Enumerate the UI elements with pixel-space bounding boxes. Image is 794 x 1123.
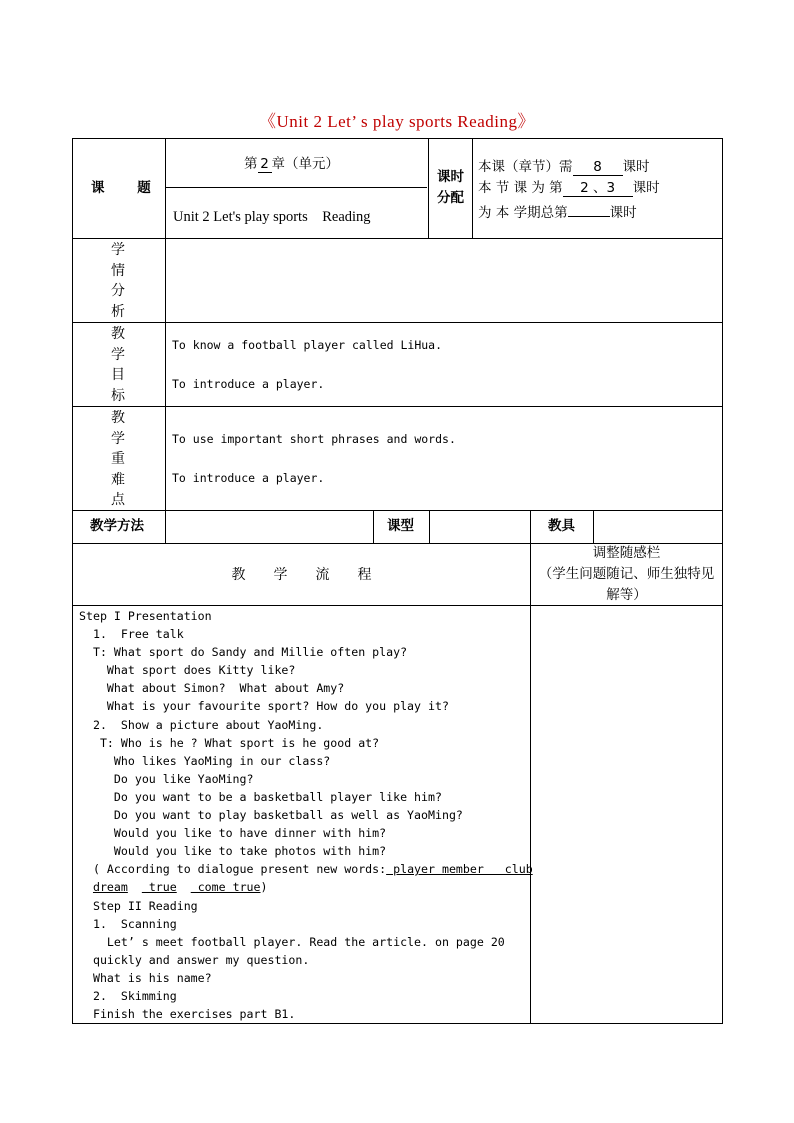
key-points-label: 教 学 重 难 点 xyxy=(111,410,125,508)
period-label: 分配 xyxy=(437,190,464,206)
divider xyxy=(73,322,722,323)
divider xyxy=(165,187,427,188)
process-line: T: What sport do Sandy and Millie often play? xyxy=(79,645,408,660)
divider xyxy=(593,510,594,543)
process-line: Step II Reading xyxy=(79,898,198,913)
notes-header: 解等） xyxy=(606,587,647,603)
teaching-aids-label: 教具 xyxy=(548,518,575,534)
divider xyxy=(373,510,374,543)
process-line: Would you like to take photos with him? xyxy=(79,844,387,859)
notes-header: 调整随感栏 xyxy=(592,545,661,561)
divider xyxy=(73,238,722,239)
process-line: Let’ s meet football player. Read the article. on page 20 xyxy=(79,934,505,949)
notes-header: （学生问题随记、师生独特见 xyxy=(538,566,715,582)
process-line: Who likes YaoMing in our class? xyxy=(79,753,331,768)
divider xyxy=(530,510,531,543)
total-periods-line: 本课（章节）需 8 课时 xyxy=(478,159,650,175)
process-line: 1. Free talk xyxy=(79,627,184,642)
document-title: 《Unit 2 Let’ s play sports Reading》 xyxy=(259,112,535,131)
current-periods-line: 本 节 课 为 第 2 、3 课时 xyxy=(478,180,660,196)
key-point-line: To introduce a player. xyxy=(172,471,325,485)
process-line: 2. Show a picture about YaoMing. xyxy=(79,717,324,732)
process-content xyxy=(79,607,533,1023)
process-line: Step I Presentation xyxy=(79,609,212,623)
chapter-line: 第 2 章（单元） xyxy=(244,156,339,172)
divider xyxy=(530,543,531,1024)
process-line: Do you want to play basketball as well as YaoMing? xyxy=(79,808,463,823)
process-line: dream true come true) xyxy=(92,880,268,895)
divider xyxy=(429,510,430,543)
objective-line: To know a football player called LiHua. xyxy=(172,338,443,352)
divider xyxy=(73,605,722,606)
unit-title: Unit 2 Let's play sports Reading xyxy=(173,209,371,225)
method-label: 教学方法 xyxy=(90,518,144,534)
process-line: Do you like YaoMing? xyxy=(79,771,254,786)
process-line: Would you like to have dinner with him? xyxy=(79,826,387,841)
divider xyxy=(428,139,429,238)
divider xyxy=(73,543,722,544)
objectives-label: 教 学 目 标 xyxy=(111,326,125,404)
divider xyxy=(165,238,166,510)
divider xyxy=(73,510,722,511)
process-line: What is his name? xyxy=(79,970,212,985)
divider xyxy=(73,406,722,407)
process-line: What sport does Kitty like? xyxy=(79,663,296,678)
semester-periods-line: 为 本 学期总第 课时 xyxy=(478,205,637,221)
process-label: 教 学 流 程 xyxy=(231,567,372,583)
new-word: true xyxy=(141,880,177,895)
new-word: come true xyxy=(190,880,261,895)
process-line: 1. Scanning xyxy=(79,916,177,931)
process-line: What is your favourite sport? How do you play it? xyxy=(79,699,449,714)
process-line: quickly and answer my question. xyxy=(79,952,310,967)
lesson-type-label: 课型 xyxy=(387,518,414,534)
process-line: What about Simon? What about Amy? xyxy=(79,681,345,696)
divider xyxy=(165,139,166,238)
new-words: player member club xyxy=(386,862,533,877)
topic-label: 课 题 xyxy=(91,180,165,196)
objective-line: To introduce a player. xyxy=(172,377,325,391)
analysis-label: 学 情 分 析 xyxy=(111,242,125,320)
process-line: Do you want to be a basketball player like him? xyxy=(79,789,442,804)
process-line: Finish the exercises part B1. xyxy=(79,1007,296,1022)
process-line: 2. Skimming xyxy=(79,988,177,1003)
process-line: ( According to dialogue present new words: player member club xyxy=(79,862,533,877)
period-label: 课时 xyxy=(437,169,464,185)
process-line: T: Who is he ? What sport is he good at? xyxy=(79,735,380,750)
new-word: dream xyxy=(92,880,128,895)
divider xyxy=(472,139,473,238)
key-point-line: To use important short phrases and words. xyxy=(172,432,456,446)
divider xyxy=(165,510,166,543)
